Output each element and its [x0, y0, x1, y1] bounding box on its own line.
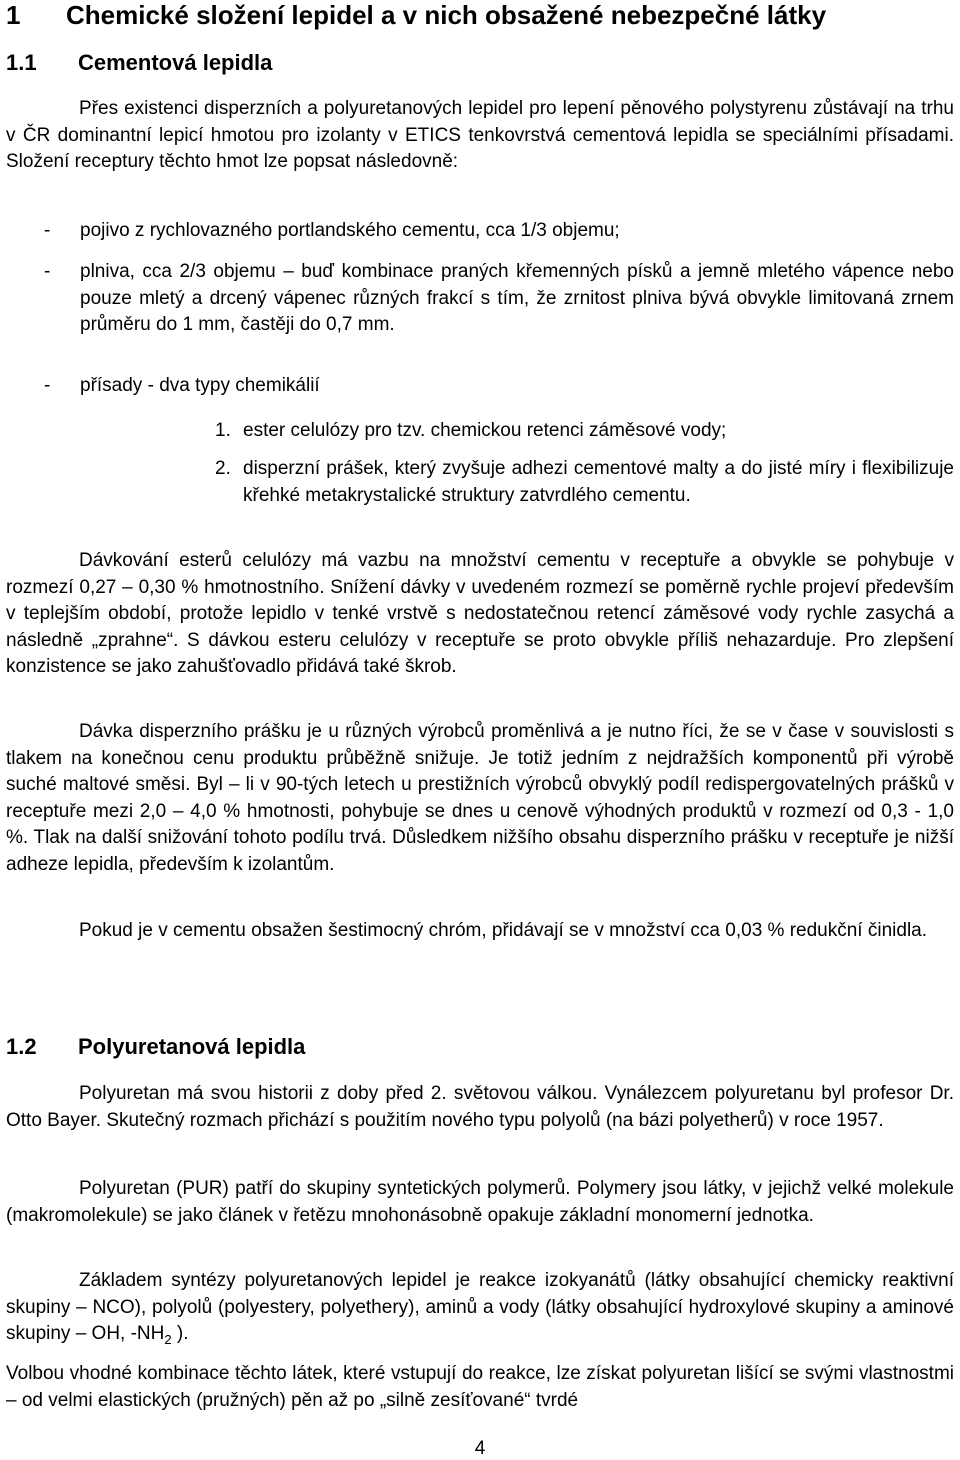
sublist-item	[215, 456, 954, 509]
page-number: 4	[474, 1438, 486, 1459]
chapter-heading	[6, 0, 826, 30]
paragraph-dispersion-powder: Dávka disperzního prášku je u různých výrobců proměnlivá a je nutno říci, že se v čase v souvislosti s tlakem na konečnou cenu produktu průběžně snižuje. Je totiž jedním z nejdražších komponentů při výrobě suché maltové směsi. Byl – li v 90-tých letech u prestižních výrobců obvyklý podíl redispergovatelných prášků v receptuře mezi 2,0 – 4,0 % hmotnosti, pohybuje se dnes u cenově výhodných produktů v rozmezí od 0,3 - 1,0 %. Tlak na další snižování tohoto podílu trvá. Důsledkem nižšího obsahu disperzního prášku v receptuře je nižší adheze lepidla, především k izolantům.	[6, 721, 954, 875]
paragraph-chromium: Pokud je v cementu obsažen šestimocný chróm, přidávají se v množství cca 0,03 % redukční činidla.	[79, 920, 928, 941]
chapter-title: Chemické složení lepidel a v nich obsažené nebezpečné látky	[66, 0, 827, 30]
chapter-number: 1	[6, 0, 21, 30]
list-item	[44, 259, 954, 339]
synthesis-text: Základem syntézy polyuretanových lepidel je reakce izokyanátů (látky obsahující chemicky reaktivní skupiny – NCO), polyolů (polyestery, polyethery), aminů a vody (látky obsahující hydroxylové skupiny a aminové skupiny – OH, -NH	[6, 1270, 954, 1344]
paragraph-pur-polymers: Polyuretan (PUR) patří do skupiny syntetických polymerů. Polymery jsou látky, v jejichž velké molekule (makromolekule) se jako článek v řetězu mnohonásobně opakuje základní monomerní jednotka.	[6, 1178, 954, 1226]
section-heading-1-2	[6, 1034, 305, 1060]
list-dash: -	[44, 220, 51, 241]
list-item-text: plniva, cca 2/3 objemu – buď kombinace praných křemenných písků a jemně mletého vápence nebo pouze mletý a drcený vápenec různých frakcí s tím, že zrnitost plniva bývá obvykle limitovaná zrnem průměru do 1 mm, častěji do 0,7 mm.	[80, 261, 954, 335]
sublist-number: 1.	[215, 420, 231, 441]
intro-paragraph: Přes existenci disperzních a polyuretanových lepidel pro lepení pěnového polystyrenu zůstávají na trhu v ČR dominantní lepicí hmotou pro izolanty v ETICS tenkovrstvá cementová lepidla se speciálními přísadami. Složení receptury těchto hmot lze popsat následovně:	[6, 98, 954, 172]
paragraph-pur-history: Polyuretan má svou historii z doby před 2. světovou válkou. Vynálezcem polyuretanu byl profesor Dr. Otto Bayer. Skutečný rozmach přichází s použitím nového typu polyolů (na bázi polyetherů) v roce 1957.	[6, 1083, 954, 1131]
sublist-item	[215, 418, 954, 445]
list-dash: -	[44, 261, 51, 282]
list-dash: -	[44, 375, 51, 396]
sublist-text: disperzní prášek, který zvyšuje adhezi cementové malty a do jisté míry i flexibilizuje křehké metakrystalické struktury zatvrdlého cementu.	[243, 458, 954, 506]
section-number: 1.1	[6, 50, 37, 75]
list-item	[44, 373, 954, 400]
synthesis-end: ).	[171, 1323, 189, 1344]
sublist-number: 2.	[215, 458, 231, 479]
section-heading-1-1	[6, 50, 272, 76]
section-title: Cementová lepidla	[78, 50, 273, 75]
sublist-text: ester celulózy pro tzv. chemickou retenci záměsové vody;	[243, 420, 727, 441]
section-number: 1.2	[6, 1034, 37, 1059]
list-item-text: pojivo z rychlovazného portlandského cementu, cca 1/3 objemu;	[80, 220, 620, 241]
paragraph-pur-properties: Volbou vhodné kombinace těchto látek, které vstupují do reakce, lze získat polyuretan lišící se svými vlastnostmi – od velmi elastických (pružných) pěn až po „silně zesíťované“ tvrdé	[6, 1363, 954, 1411]
section-title: Polyuretanová lepidla	[78, 1034, 306, 1059]
nh2-subscript: 2	[164, 1331, 172, 1347]
paragraph-cellulose: Dávkování esterů celulózy má vazbu na množství cementu v receptuře a obvykle se pohybuje v rozmezí 0,27 – 0,30 % hmotnostního. Snížení dávky v uvedeném rozmezí se poměrně rychle projeví především v teplejším období, protože lepidlo v tenké vrstvě s nedostatečnou retencí záměsové vody rychle zasychá a následně „zprahne“. S dávkou esteru celulózy v receptuře se proto obvykle příliš nehazarduje. Pro zlepšení konzistence se jako zahušťovadlo přidává také škrob.	[6, 550, 954, 677]
list-item-text: přísady - dva typy chemikálií	[80, 375, 320, 396]
list-item	[44, 218, 954, 245]
paragraph-pur-synthesis	[6, 1268, 954, 1353]
